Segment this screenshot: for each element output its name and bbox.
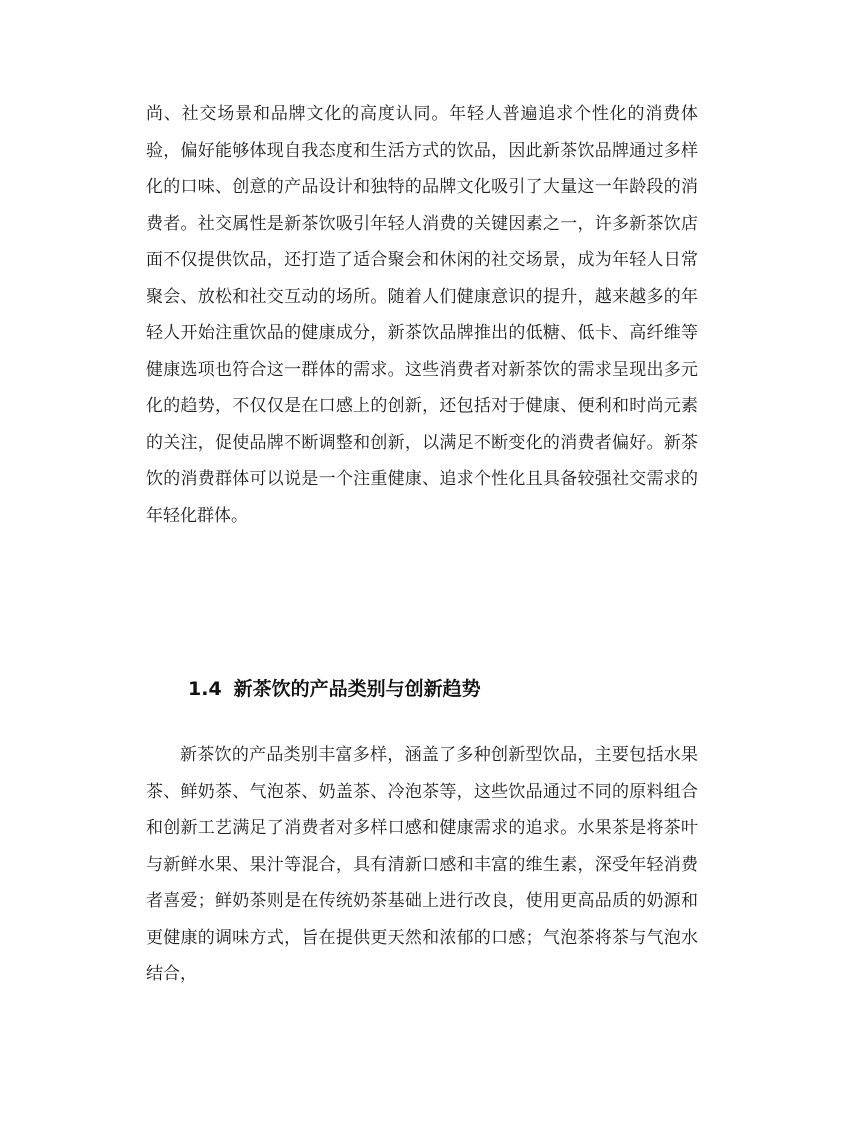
section-title: 新茶饮的产品类别与创新趋势 [233, 678, 481, 700]
section-number: 1.4 [188, 678, 222, 700]
body-paragraph-continued: 尚、社交场景和品牌文化的高度认同。年轻人普遍追求个性化的消费体验，偏好能够体现自我态度和生活方式的饮品，因此新茶饮品牌通过多样化的口味、创意的产品设计和独特的品牌文化吸引了大量这一年龄段的消费者。社交属性是新茶饮吸引年轻人消费的关键因素之一，许多新茶饮店面不仅提供饮品，还打造了适合聚会和休闲的社交场景，成为年轻人日常聚会、放松和社交互动的场所。随着人们健康意识的提升，越来越多的年轻人开始注重饮品的健康成分，新茶饮品牌推出的低糖、低卡、高纤维等健康选项也符合这一群体的需求。这些消费者对新茶饮的需求呈现出多元化的趋势，不仅仅是在口感上的创新，还包括对于健康、便利和时尚元素的关注，促使品牌不断调整和创新，以满足不断变化的消费者偏好。新茶饮的消费群体可以说是一个注重健康、追求个性化且具备较强社交需求的年轻化群体。 [146, 104, 698, 526]
section-heading [188, 671, 481, 707]
body-paragraph-section: 新茶饮的产品类别丰富多样，涵盖了多种创新型饮品，主要包括水果茶、鲜奶茶、气泡茶、奶盖茶、冷泡茶等，这些饮品通过不同的原料组合和创新工艺满足了消费者对多样口感和健康需求的追求。水果茶是将茶叶与新鲜水果、果汁等混合，具有清新口感和丰富的维生素，深受年轻消费者喜爱；鲜奶茶则是在传统奶茶基础上进行改良，使用更高品质的奶源和更健康的调味方式，旨在提供更天然和浓郁的口感；气泡茶将茶与气泡水结合， [146, 745, 698, 984]
